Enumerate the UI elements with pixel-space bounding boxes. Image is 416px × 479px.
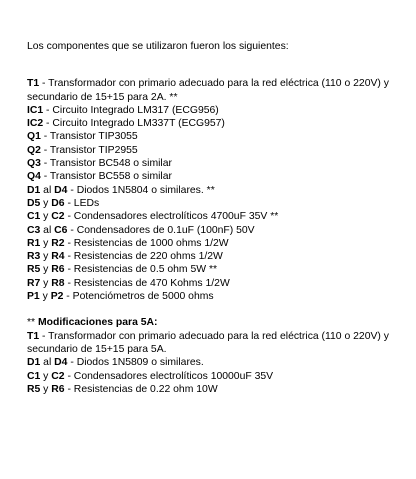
component-designator: Q2 — [27, 144, 41, 156]
component-description: y — [40, 264, 52, 276]
component-designator: T1 — [27, 330, 40, 342]
component-designator: R4 — [51, 251, 65, 263]
component-description: y — [39, 291, 51, 303]
component-description: al — [40, 184, 55, 196]
component-designator: D4 — [54, 357, 68, 369]
component-designator: T1 — [27, 78, 40, 90]
component-designator: D5 — [27, 197, 41, 209]
component-line — [27, 77, 407, 104]
component-description: - Transistor BC548 o similar — [40, 158, 172, 170]
modifications-heading — [27, 316, 407, 329]
component-description: - Circuito Integrado LM337T (ECG957) — [43, 118, 225, 130]
component-line — [27, 263, 407, 276]
component-designator: R5 — [27, 383, 41, 395]
component-description: y — [40, 277, 52, 289]
component-designator: IC2 — [27, 118, 44, 130]
component-description: y — [40, 237, 52, 249]
component-designator: C3 — [27, 224, 41, 236]
component-designator: P2 — [50, 291, 64, 303]
component-line — [27, 117, 407, 130]
component-designator: D1 — [27, 184, 41, 196]
component-line — [27, 197, 407, 210]
component-line — [27, 184, 407, 197]
component-designator: D1 — [27, 357, 41, 369]
component-designator: R5 — [27, 264, 41, 276]
component-description: y — [40, 197, 52, 209]
component-designator: R6 — [51, 383, 65, 395]
modifications-list — [27, 330, 407, 396]
component-line — [27, 237, 407, 250]
component-line — [27, 157, 407, 170]
component-designator: R1 — [27, 237, 41, 249]
component-description: - Diodos 1N5804 o similares. ** — [67, 184, 215, 196]
component-designator: D6 — [51, 197, 65, 209]
component-line — [27, 104, 407, 117]
component-description: y — [40, 211, 52, 223]
component-description: al — [40, 224, 55, 236]
component-line — [27, 277, 407, 290]
component-description: - Transistor TIP3055 — [40, 131, 138, 143]
modifications-prefix: ** — [27, 317, 38, 329]
component-line — [27, 144, 407, 157]
component-designator: C1 — [27, 211, 41, 223]
component-description: - Condensadores electrolíticos 10000uF 35V — [64, 370, 274, 382]
component-description: - Diodos 1N5809 o similares. — [67, 357, 204, 369]
component-designator: C6 — [54, 224, 68, 236]
component-description: al — [40, 357, 55, 369]
intro-text: Los componentes que se utilizaron fueron los siguientes: — [27, 41, 289, 52]
component-designator: P1 — [27, 291, 40, 303]
modification-line — [27, 330, 407, 357]
component-designator: C1 — [27, 370, 41, 382]
component-designator: Q1 — [27, 131, 41, 143]
component-description: - Resistencias de 1000 ohms 1/2W — [64, 237, 229, 249]
component-designator: IC1 — [27, 104, 44, 116]
component-designator: R3 — [27, 251, 41, 263]
component-designator: Q4 — [27, 171, 41, 183]
component-line — [27, 130, 407, 143]
modification-line — [27, 383, 407, 396]
component-description: - Resistencias de 220 ohms 1/2W — [64, 251, 223, 263]
component-designator: R2 — [51, 237, 65, 249]
component-description: y — [40, 383, 52, 395]
component-description: - Transistor TIP2955 — [40, 144, 138, 156]
component-description: - Transformador con primario adecuado para la red eléctrica (110 o 220V) y secundario de 15+15 para 5A. — [27, 330, 389, 355]
component-description: - Transistor BC558 o similar — [40, 171, 172, 183]
component-description: - Circuito Integrado LM317 (ECG956) — [43, 104, 219, 116]
component-description: - Potenciómetros de 5000 ohms — [63, 291, 214, 303]
component-designator: R7 — [27, 277, 41, 289]
component-designator: Q3 — [27, 158, 41, 170]
modification-line — [27, 370, 407, 383]
component-line — [27, 170, 407, 183]
component-line — [27, 290, 407, 303]
modification-line — [27, 356, 407, 369]
modifications-title: Modificaciones para 5A: — [37, 317, 158, 329]
component-line — [27, 250, 407, 263]
component-description: - Condensadores electrolíticos 4700uF 35V ** — [64, 211, 279, 223]
component-designator: C2 — [51, 370, 65, 382]
component-designator: R8 — [51, 277, 65, 289]
component-description: y — [40, 370, 52, 382]
component-description: - Resistencias de 470 Kohms 1/2W — [64, 277, 230, 289]
component-description: - Transformador con primario adecuado para la red eléctrica (110 o 220V) y secundario de 15+15 para 2A. ** — [27, 78, 389, 103]
component-line — [27, 210, 407, 223]
component-description: - Resistencias de 0.5 ohm 5W ** — [64, 264, 218, 276]
component-designator: R6 — [51, 264, 65, 276]
component-description: - Resistencias de 0.22 ohm 10W — [64, 383, 218, 395]
component-description: y — [40, 251, 52, 263]
document-body — [27, 40, 407, 396]
component-description: - Condensadores de 0.1uF (100nF) 50V — [67, 224, 255, 236]
component-line — [27, 224, 407, 237]
component-designator: C2 — [51, 211, 65, 223]
component-description: - LEDs — [64, 197, 100, 209]
component-designator: D4 — [54, 184, 68, 196]
component-list — [27, 77, 407, 303]
